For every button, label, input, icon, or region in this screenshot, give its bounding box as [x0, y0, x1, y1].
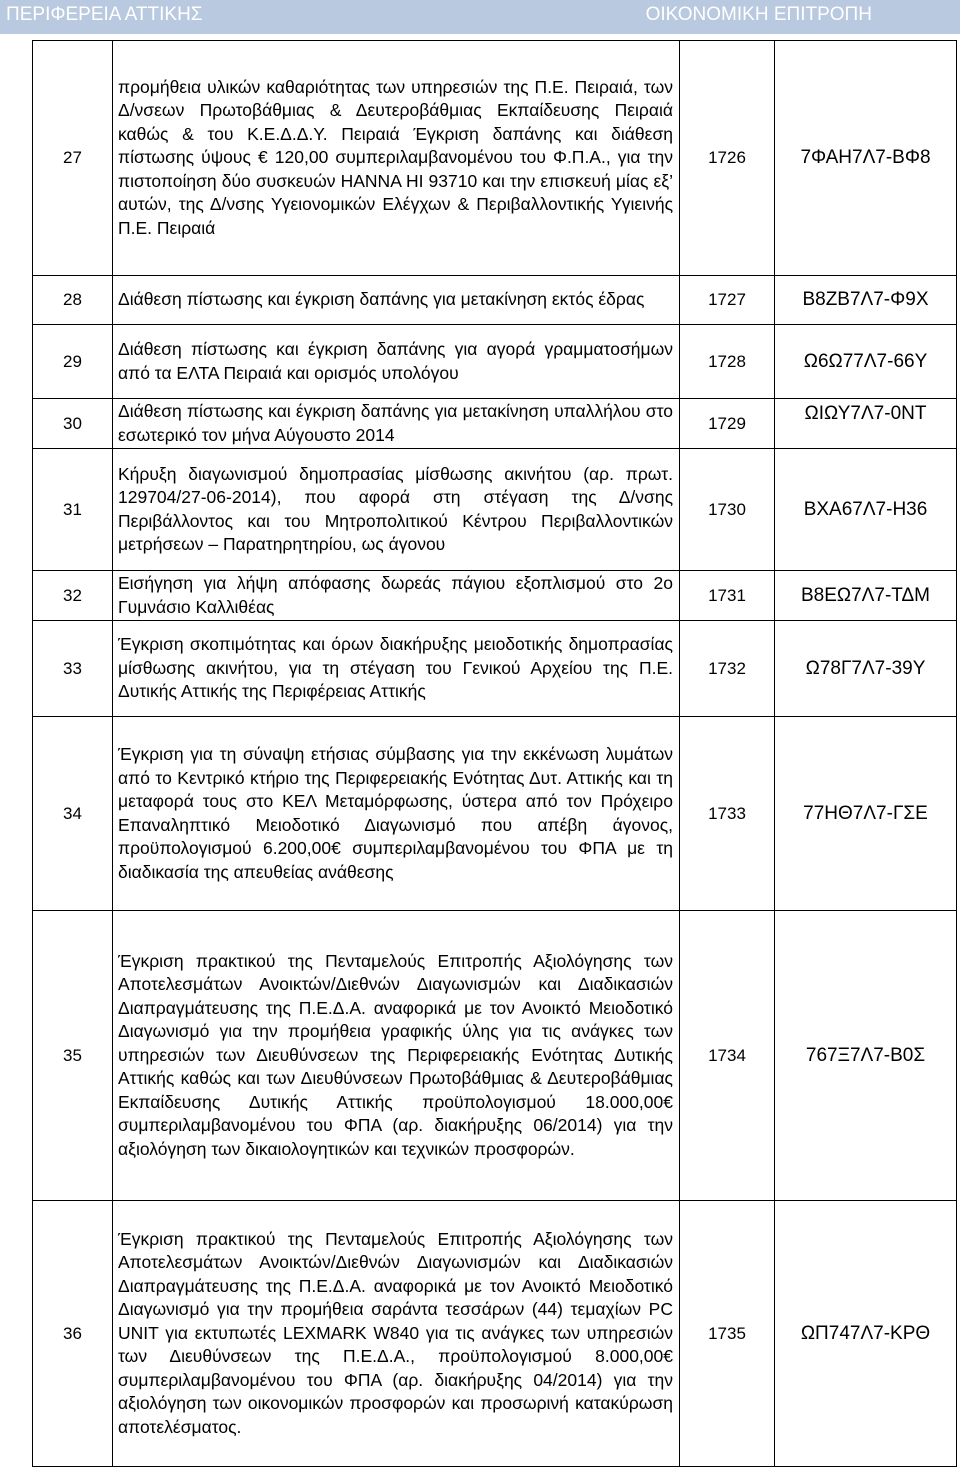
ada-code: 7ΦΑΗ7Λ7-ΒΦ8: [775, 41, 957, 276]
protocol-number: 1731: [680, 571, 775, 621]
ada-code: Ω78Γ7Λ7-39Υ: [775, 621, 957, 717]
decision-subject: Διάθεση πίστωσης και έγκριση δαπάνης για μετακίνηση εκτός έδρας: [113, 276, 680, 325]
protocol-number: 1728: [680, 325, 775, 399]
table-row: [33, 1201, 957, 1467]
decision-number: 28: [33, 276, 113, 325]
ada-code: ΒΧΑ67Λ7-Η36: [775, 449, 957, 571]
decision-subject: Διάθεση πίστωσης και έγκριση δαπάνης για μετακίνηση υπαλλήλου στο εσωτερικό τον μήνα Αύγουστο 2014: [113, 399, 680, 449]
decision-number: 27: [33, 41, 113, 276]
decision-subject: Εισήγηση για λήψη απόφασης δωρεάς πάγιου εξοπλισμού στο 2ο Γυμνάσιο Καλλιθέας: [113, 571, 680, 621]
decisions-table: [32, 40, 957, 1467]
table-row: [33, 325, 957, 399]
decision-number: 33: [33, 621, 113, 717]
protocol-number: 1726: [680, 41, 775, 276]
table-row: [33, 276, 957, 325]
ada-code: ΩΙΩΥ7Λ7-0ΝΤ: [775, 399, 957, 449]
table-row: [33, 399, 957, 449]
protocol-number: 1733: [680, 717, 775, 911]
decision-subject: Έγκριση πρακτικού της Πενταμελούς Επιτροπής Αξιολόγησης των Αποτελεσμάτων Ανοικτών/Διεθνών Διαγωνισμών και Διαδικασιών Διαπραγμάτευσης της Π.Ε.Δ.Α. αναφορικά με τον Ανοικτό Μειοδοτικό Διαγωνισμό για την προμήθεια γραφικής ύλης για τις ανάγκες των υπηρεσιών των Διευθύνσεων της Περιφερειακής Ενότητας Δυτικής Αττικής καθώς και των Διευθύνσεων Πρωτοβάθμιας & Δευτεροβάθμιας Εκπαίδευσης Δυτικής Αττικής προϋπολογισμού 18.000,00€ συμπεριλαμβανομένου του ΦΠΑ (αρ. διακήρυξης 06/2014) για την αξιολόγηση των δικαιολογητικών και τεχνικών προσφορών.: [113, 911, 680, 1201]
table-row: [33, 911, 957, 1201]
decision-number: 30: [33, 399, 113, 449]
decision-number: 32: [33, 571, 113, 621]
decision-number: 34: [33, 717, 113, 911]
decision-subject: Κήρυξη διαγωνισμού δημοπρασίας μίσθωσης ακινήτου (αρ. πρωτ. 129704/27-06-2014), που αφορά στη στέγαση της Δ/νσης Περιβάλλοντος και του Μητροπολιτικού Κέντρου Περιβαλλοντικών μετρήσεων – Παρατηρητηρίου, ως άγονου: [113, 449, 680, 571]
protocol-number: 1732: [680, 621, 775, 717]
protocol-number: 1734: [680, 911, 775, 1201]
decision-number: 29: [33, 325, 113, 399]
table-row: [33, 621, 957, 717]
decision-number: 35: [33, 911, 113, 1201]
ada-code: Β8ΖΒ7Λ7-Φ9Χ: [775, 276, 957, 325]
ada-code: Β8ΕΩ7Λ7-ΤΔΜ: [775, 571, 957, 621]
protocol-number: 1730: [680, 449, 775, 571]
table-row: [33, 449, 957, 571]
decision-subject: Διάθεση πίστωσης και έγκριση δαπάνης για αγορά γραμματοσήμων από τα ΕΛΤΑ Πειραιά και ορισμός υπολόγου: [113, 325, 680, 399]
decision-number: 36: [33, 1201, 113, 1467]
table-row: [33, 571, 957, 621]
ada-code: 77ΗΘ7Λ7-ΓΣΕ: [775, 717, 957, 911]
protocol-number: 1727: [680, 276, 775, 325]
table-row: [33, 717, 957, 911]
protocol-number: 1735: [680, 1201, 775, 1467]
decision-subject: προμήθεια υλικών καθαριότητας των υπηρεσιών της Π.Ε. Πειραιά, των Δ/νσεων Πρωτοβάθμιας & Δευτεροβάθμιας Εκπαίδευσης Πειραιά καθώς & του Κ.Ε.Δ.Δ.Υ. Πειραιά Έγκριση δαπάνης και διάθεση πίστωσης ύψους € 120,00 συμπεριλαμβανομένου του Φ.Π.Α., για την πιστοποίηση δύο συσκευών HANNA HI 93710 και την επισκευή μίας εξ’ αυτών, της Δ/νσης Υγειονομικών Ελέγχων & Περιβαλλοντικής Υγιεινής Π.Ε. Πειραιά: [113, 41, 680, 276]
decision-subject: Έγκριση σκοπιμότητας και όρων διακήρυξης μειοδοτικής δημοπρασίας μίσθωσης ακινήτου, για τη στέγαση του Γενικού Αρχείου της Π.Ε. Δυτικής Αττικής της Περιφέρειας Αττικής: [113, 621, 680, 717]
header-committee-title: ΟΙΚΟΝΟΜΙΚΗ ΕΠΙΤΡΟΠΗ: [645, 4, 872, 25]
decision-subject: Έγκριση για τη σύναψη ετήσιας σύμβασης για την εκκένωση λυμάτων από το Κεντρικό κτήριο της Περιφερειακής Ενότητας Δυτ. Αττικής και τη μεταφορά τους στο ΚΕΛ Μεταμόρφωσης, ύστερα από τον Πρόχειρο Επαναληπτικό Μειοδοτικό Διαγωνισμό που απέβη άγονος, προϋπολογισμού 6.200,00€ συμπεριλαμβανομένου του ΦΠΑ με τη διαδικασία της απευθείας ανάθεσης: [113, 717, 680, 911]
protocol-number: 1729: [680, 399, 775, 449]
page-header: [0, 0, 960, 34]
decision-subject: Έγκριση πρακτικού της Πενταμελούς Επιτροπής Αξιολόγησης των Αποτελεσμάτων Ανοικτών/Διεθνών Διαγωνισμών και Διαδικασιών Διαπραγμάτευσης της Π.Ε.Δ.Α. αναφορικά με τον Ανοικτό Μειοδοτικό Διαγωνισμό για την προμήθεια σαράντα τεσσάρων (44) τεμαχίων PC UNIT για εκτυπωτές LEXMARK W840 για τις ανάγκες των υπηρεσιών των Διευθύνσεων της Π.Ε.Δ.Α., προϋπολογισμού 8.000,00€ συμπεριλαμβανομένου του ΦΠΑ (αρ. διακήρυξης 04/2014) για την αξιολόγηση των οικονομικών προσφορών και προσωρινή κατακύρωση αποτελέσματος.: [113, 1201, 680, 1467]
ada-code: ΩΠ747Λ7-ΚΡΘ: [775, 1201, 957, 1467]
ada-code: Ω6Ω77Λ7-66Υ: [775, 325, 957, 399]
ada-code: 767Ξ7Λ7-Β0Σ: [775, 911, 957, 1201]
header-region-title: ΠΕΡΙΦΕΡΕΙΑ ΑΤΤΙΚΗΣ: [6, 4, 203, 25]
table-row: [33, 41, 957, 276]
decision-number: 31: [33, 449, 113, 571]
